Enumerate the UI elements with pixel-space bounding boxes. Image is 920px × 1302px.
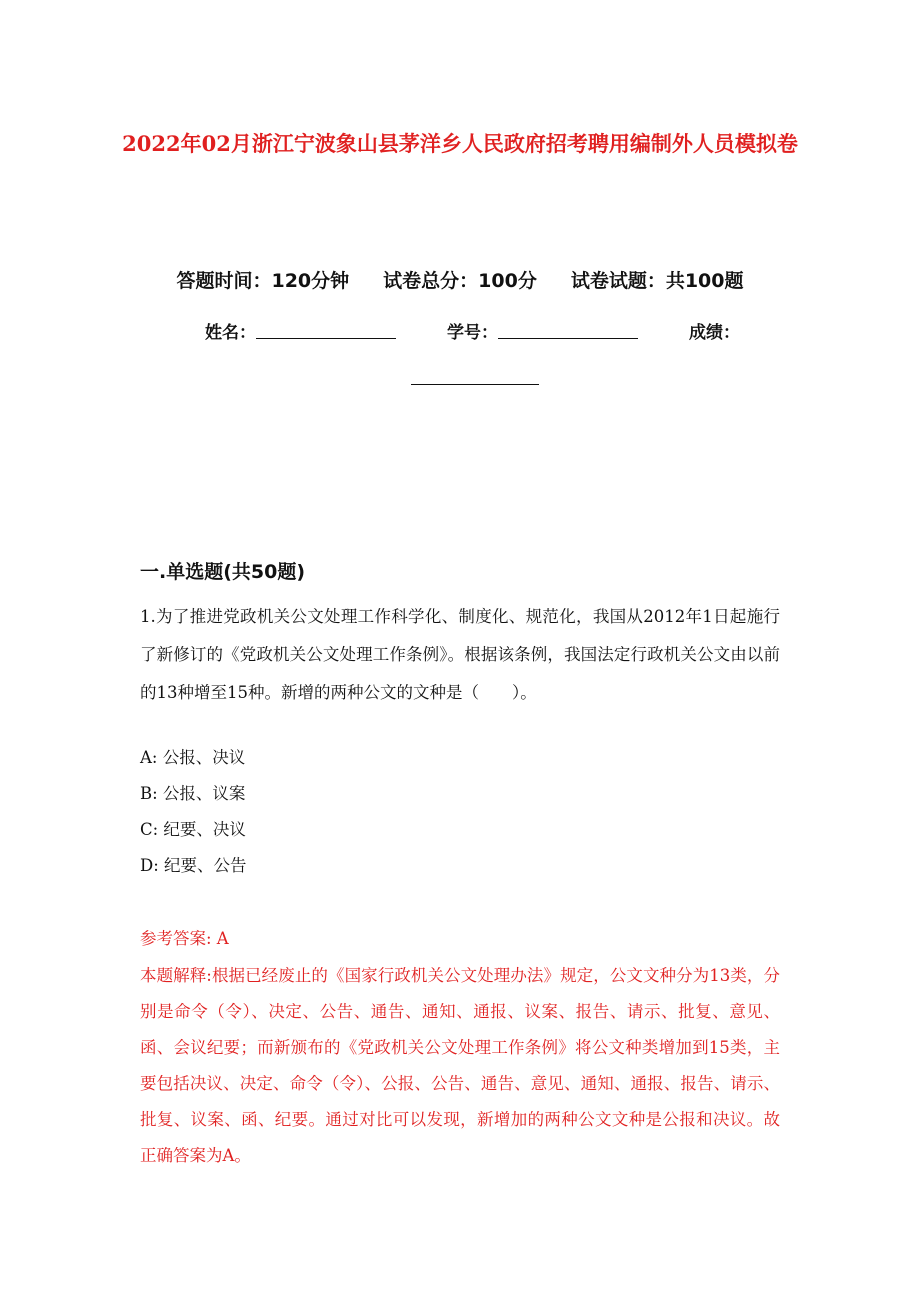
exam-title: 2022年02月浙江宁波象山县茅洋乡人民政府招考聘用编制外人员模拟卷 — [122, 131, 798, 156]
option-a: A: 公报、决议 — [140, 748, 246, 767]
exam-total-score: 试卷总分：100分 — [383, 270, 537, 292]
option-list — [140, 740, 247, 884]
id-label: 学号： — [447, 323, 498, 343]
id-blank — [498, 318, 638, 339]
section-heading: 一.单选题(共50题) — [140, 561, 306, 583]
exam-question-count: 试卷试题：共100题 — [570, 270, 744, 292]
option-c: C: 纪要、决议 — [140, 820, 246, 839]
option-d: D: 纪要、公告 — [140, 856, 247, 875]
name-label: 姓名： — [205, 323, 256, 343]
exam-meta — [0, 266, 920, 293]
exam-time: 答题时间：120分钟 — [176, 270, 350, 292]
name-blank — [256, 318, 396, 339]
reference-answer: 参考答案: A — [140, 929, 229, 948]
option-b: B: 公报、议案 — [140, 784, 246, 803]
id-field — [447, 318, 498, 343]
score-label: 成绩： — [689, 323, 740, 343]
question-text: 1.为了推进党政机关公文处理工作科学化、制度化、规范化，我国从2012年1日起施行了新修订的《党政机关公文处理工作条例》。根据该条例，我国法定行政机关公文由以前的13种增至15种。新增的两种公文的文种是（ ）。 — [140, 607, 780, 702]
answer-explanation: 本题解释:根据已经废止的《国家行政机关公文处理办法》规定，公文文种分为13类，分别是命令（令）、决定、公告、通告、通知、通报、议案、报告、请示、批复、意见、函、会议纪要；而新颁布的《党政机关公文处理工作条例》将公文种类增加到15类，主要包括决议、决定、命令（令）、公报、公告、通告、意见、通知、通报、报告、请示、批复、议案、函、纪要。通过对比可以发现，新增加的两种公文文种是公报和决议。故正确答案为A。 — [140, 966, 780, 1165]
score-blank — [411, 364, 539, 385]
name-field — [205, 318, 256, 343]
